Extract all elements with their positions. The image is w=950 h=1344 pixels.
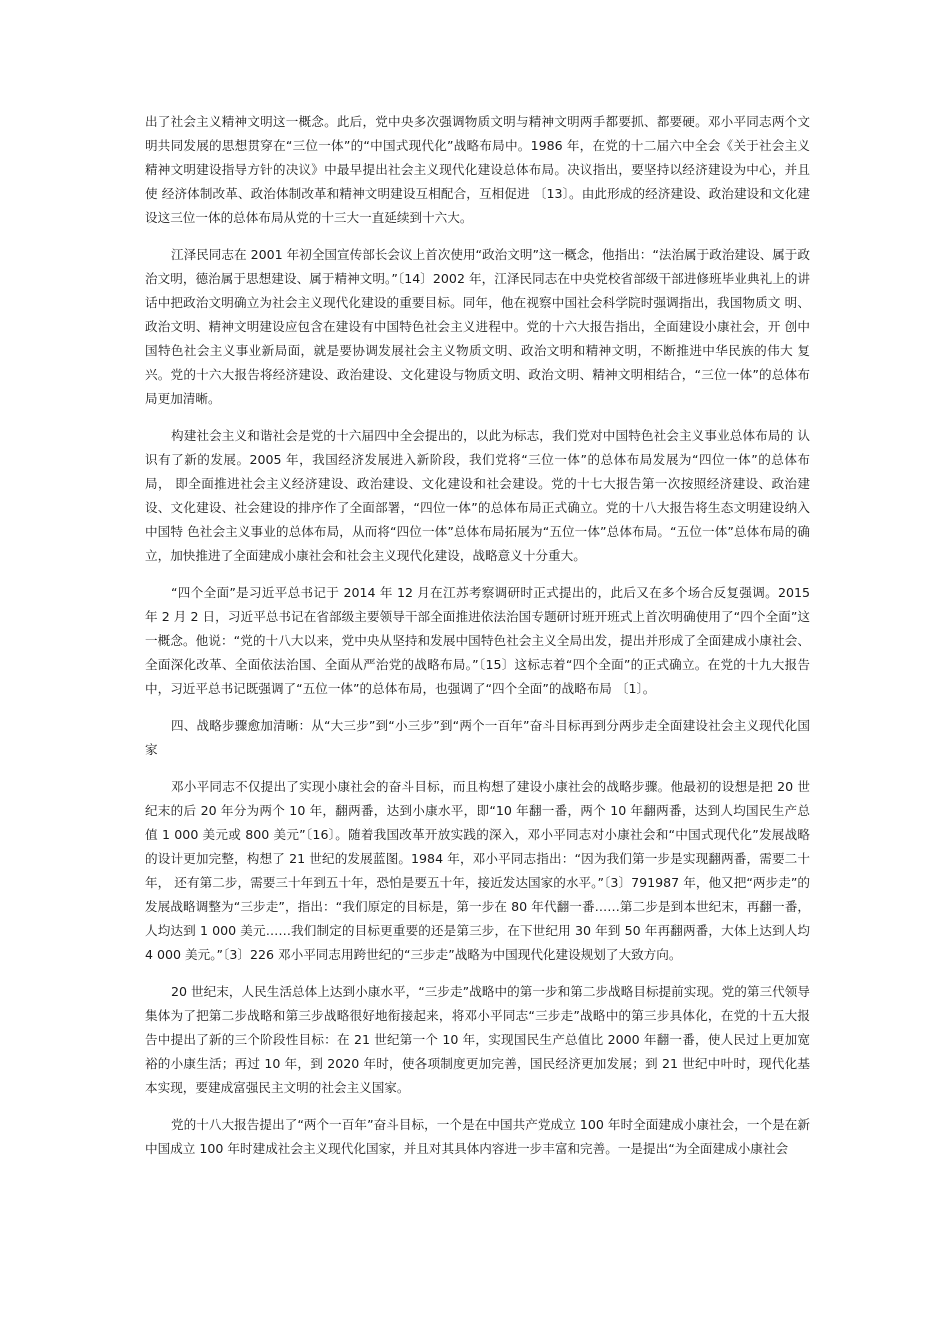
paragraph-6: 20 世纪末，人民生活总体上达到小康水平，“三步走”战略中的第一步和第二步战略目标提前实现。党的第三代领导集体为了把第二步战略和第三步战略很好地衔接起来，将邓小平同志“三步走”战略中的第三步具体化，在党的十五大报告中提出了新的三个阶段性目标：在 21 世纪第一个 10 年，实现国民生产总值比 2000 年翻一番，使人民过上更加宽裕的小康生活；再过 10 年，到 2020 年时，使各项制度更加完善，国民经济更加发展；到 21 世纪中叶时，现代化基本实现，要建成富强民主文明的社会主义国家。 — [145, 984, 810, 1095]
paragraph-2: 江泽民同志在 2001 年初全国宣传部长会议上首次使用“政治文明”这一概念，他指出：“法治属于政治建设、属于政治文明，德治属于思想建设、属于精神文明。”〔14〕2002 年，江泽民同志在中央党校省部级干部进修班毕业典礼上的讲话中把政治文明确立为社会主义现代化建设的重要目标。同年，他在视察中国社会科学院时强调指出，我国物质文 明、政治文明、精神文明建设应包含在建设有中国特色社会主义进程中。党的十六大报告指出，全面建设小康社会，开 创中国特色社会主义事业新局面，就是要协调发展社会主义物质文明、政治文明和精神文明，不断推进中华民族的伟大 复兴。党的十六大报告将经济建设、政治建设、文化建设与物质文明、政治文明、精神文明相结合，“三位一体”的总体布局更加清晰。 — [145, 247, 810, 406]
paragraph-4: “四个全面”是习近平总书记于 2014 年 12 月在江苏考察调研时正式提出的，此后又在多个场合反复强调。2015 年 2 月 2 日，习近平总书记在省部级主要领导干部全面推进依法治国专题研讨班开班式上首次明确使用了“四个全面”这一概念。他说：“党的十八大以来，党中央从坚持和发展中国特色社会主义全局出发，提出并形成了全面建成小康社会、全面深化改革、全面依法治国、全面从严治党的战略布局。”〔15〕这标志着“四个全面”的正式确立。在党的十九大报告中，习近平总书记既强调了“五位一体”的总体布局，也强调了“四个全面”的战略布局 〔1〕。 — [145, 585, 810, 696]
paragraph-1: 出了社会主义精神文明这一概念。此后，党中央多次强调物质文明与精神文明两手都要抓、都要硬。邓小平同志两个文 明共同发展的思想贯穿在“三位一体”的“中国式现代化”战略布局中。1986 年，在党的十二届六中全会《关于社会主义精神文明建设指导方针的决议》中最早提出社会主义现代化建设总体布局。决议指出，要坚持以经济建设为中心，并且使 经济体制改革、政治体制改革和精神文明建设互相配合，互相促进 〔13〕。由此形成的经济建设、政治建设和文化建设这三位一体的总体布局从党的十三大一直延续到十六大。 — [145, 114, 810, 225]
paragraph-7: 党的十八大报告提出了“两个一百年”奋斗目标，一个是在中国共产党成立 100 年时全面建成小康社会，一个是在新中国成立 100 年时建成社会主义现代化国家，并且对其具体内容进一步丰富和完善。一是提出“为全面建成小康社会 — [145, 1117, 810, 1156]
document-body — [145, 110, 810, 1174]
section-heading-4: 四、战略步骤愈加清晰：从“大三步”到“小三步”到“两个一百年”奋斗目标再到分两步走全面建设社会主义现代化国家 — [145, 718, 810, 757]
paragraph-3: 构建社会主义和谐社会是党的十六届四中全会提出的，以此为标志，我们党对中国特色社会主义事业总体布局的 认识有了新的发展。2005 年，我国经济发展进入新阶段，我们党将“三位一体”的总体布局发展为“四位一体”的总体布局， 即全面推进社会主义经济建设、政治建设、文化建设和社会建设。党的十七大报告第一次按照经济建设、政治建设、文化建设、社会建设的排序作了全面部署，“四位一体”的总体布局正式确立。党的十八大报告将生态文明建设纳入中国特 色社会主义事业的总体布局，从而将“四位一体”总体布局拓展为“五位一体”总体布局。“五位一体”总体布局的确立，加快推进了全面建成小康社会和社会主义现代化建设，战略意义十分重大。 — [145, 428, 810, 563]
paragraph-5: 邓小平同志不仅提出了实现小康社会的奋斗目标，而且构想了建设小康社会的战略步骤。他最初的设想是把 20 世纪末的后 20 年分为两个 10 年，翻两番，达到小康水平，即“10 年翻一番，两个 10 年翻两番，达到人均国民生产总值 1 000 美元或 800 美元”〔16〕。随着我国改革开放实践的深入，邓小平同志对小康社会和“中国式现代化”发展战略的设计更加完整，构想了 21 世纪的发展蓝图。1984 年，邓小平同志指出：“因为我们第一步是实现翻两番，需要二十年， 还有第二步，需要三十年到五十年，恐怕是要五十年，接近发达国家的水平。”〔3〕791987 年，他又把“两步走”的发展战略调整为“三步走”，指出：“我们原定的目标是，第一步在 80 年代翻一番……第二步是到本世纪末，再翻一番，人均达到 1 000 美元……我们制定的目标更重要的还是第三步，在下世纪用 30 年到 50 年再翻两番，大体上达到人均 4 000 美元。”〔3〕226 邓小平同志用跨世纪的“三步走”战略为中国现代化建设规划了大致方向。 — [145, 779, 810, 962]
